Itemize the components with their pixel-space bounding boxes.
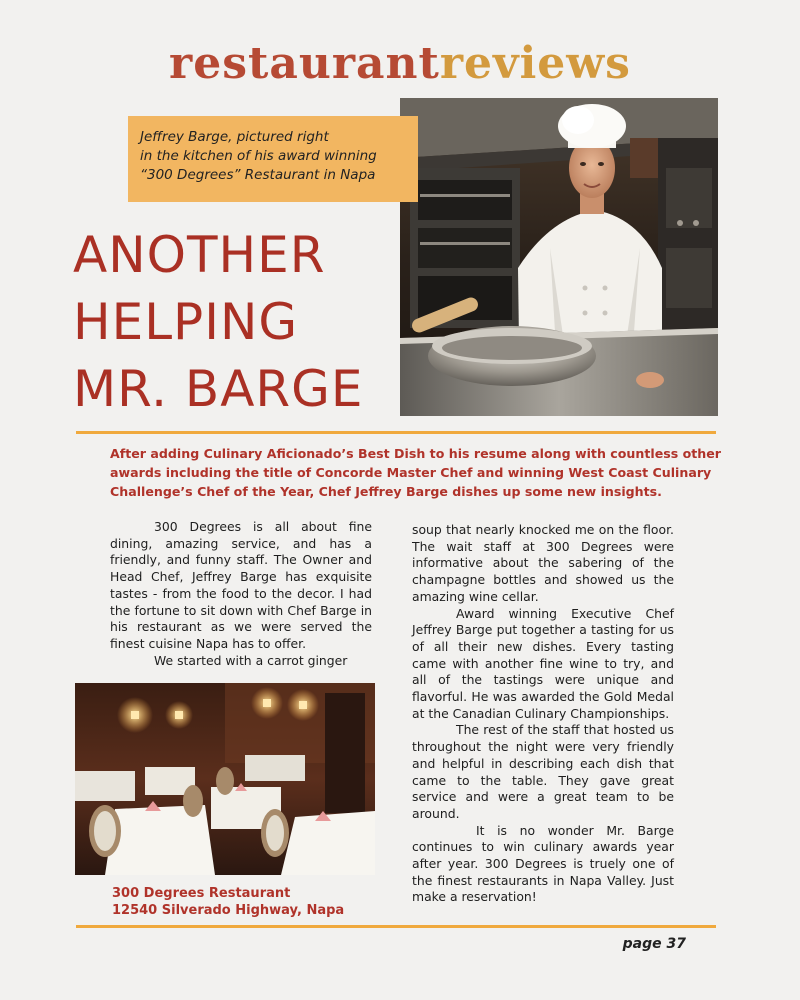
headline-line: MR. BARGE (73, 360, 364, 418)
lead-paragraph (110, 444, 720, 501)
caption-line: “300 Degrees” Restaurant in Napa (140, 167, 376, 183)
body-paragraph: The rest of the staff that hosted us throughout the night were very friendly and helpful in describing each dish that came to the table. They gave great service and were a great team to be around. (412, 722, 674, 821)
section-header (0, 38, 800, 90)
body-paragraph: soup that nearly knocked me on the floor. The wait staff at 300 Degrees were informative about the sabering of the champagne bottles and showed us the amazing wine cellar. (412, 522, 674, 604)
photo-caption (128, 116, 418, 202)
top-divider (76, 431, 716, 434)
headline-line: ANOTHER (73, 226, 326, 284)
caption-line: in the kitchen of his award winning (140, 148, 377, 164)
restaurant-photo (75, 683, 375, 875)
headline-line: HELPING (73, 293, 299, 351)
article-column-right (412, 522, 674, 906)
article-column-left (110, 519, 372, 669)
restaurant-street: 12540 Silverado Highway, Napa (112, 903, 345, 918)
page-number: page 37 (622, 936, 686, 952)
restaurant-address (112, 885, 344, 919)
body-paragraph: We started with a carrot ginger (154, 652, 348, 668)
chef-photo (400, 98, 718, 416)
body-paragraph: It is no wonder Mr. Barge continues to win culinary awards year after year. 300 Degrees is truely one of the finest restaurants in Napa Valley. Just make a reservation! (412, 822, 674, 905)
lead-line: awards including the title of Concorde Master Chef and winning West Coast Culinary (110, 465, 712, 480)
caption-line: Jeffrey Barge, pictured right (140, 129, 329, 145)
lead-line: Challenge’s Chef of the Year, Chef Jeffrey Barge dishes up some new insights. (110, 484, 662, 499)
lead-line: After adding Culinary Aficionado’s Best Dish to his resume along with countless other (110, 446, 721, 461)
bottom-divider (76, 925, 716, 928)
restaurant-name: 300 Degrees Restaurant (112, 886, 291, 901)
header-word-restaurant: restaurant (169, 38, 440, 89)
body-paragraph: Award winning Executive Chef Jeffrey Barge put together a tasting for us of all their new dishes. Every tasting came with another fine wine to try, and all of the tastings were unique and flavorful. He was awarded the Gold Medal at the Canadian Culinary Championships. (412, 605, 674, 721)
article-headline (73, 222, 403, 423)
header-word-reviews: reviews (439, 38, 631, 89)
body-paragraph: 300 Degrees is all about fine dining, amazing service, and has a friendly, and funny staff. The Owner and Head Chef, Jeffrey Barge has exquisite tastes - from the food to the decor. I had the fortune to sit down with Chef Barge in his restaurant as we were served the finest cuisine Napa has to offer. (110, 519, 372, 651)
